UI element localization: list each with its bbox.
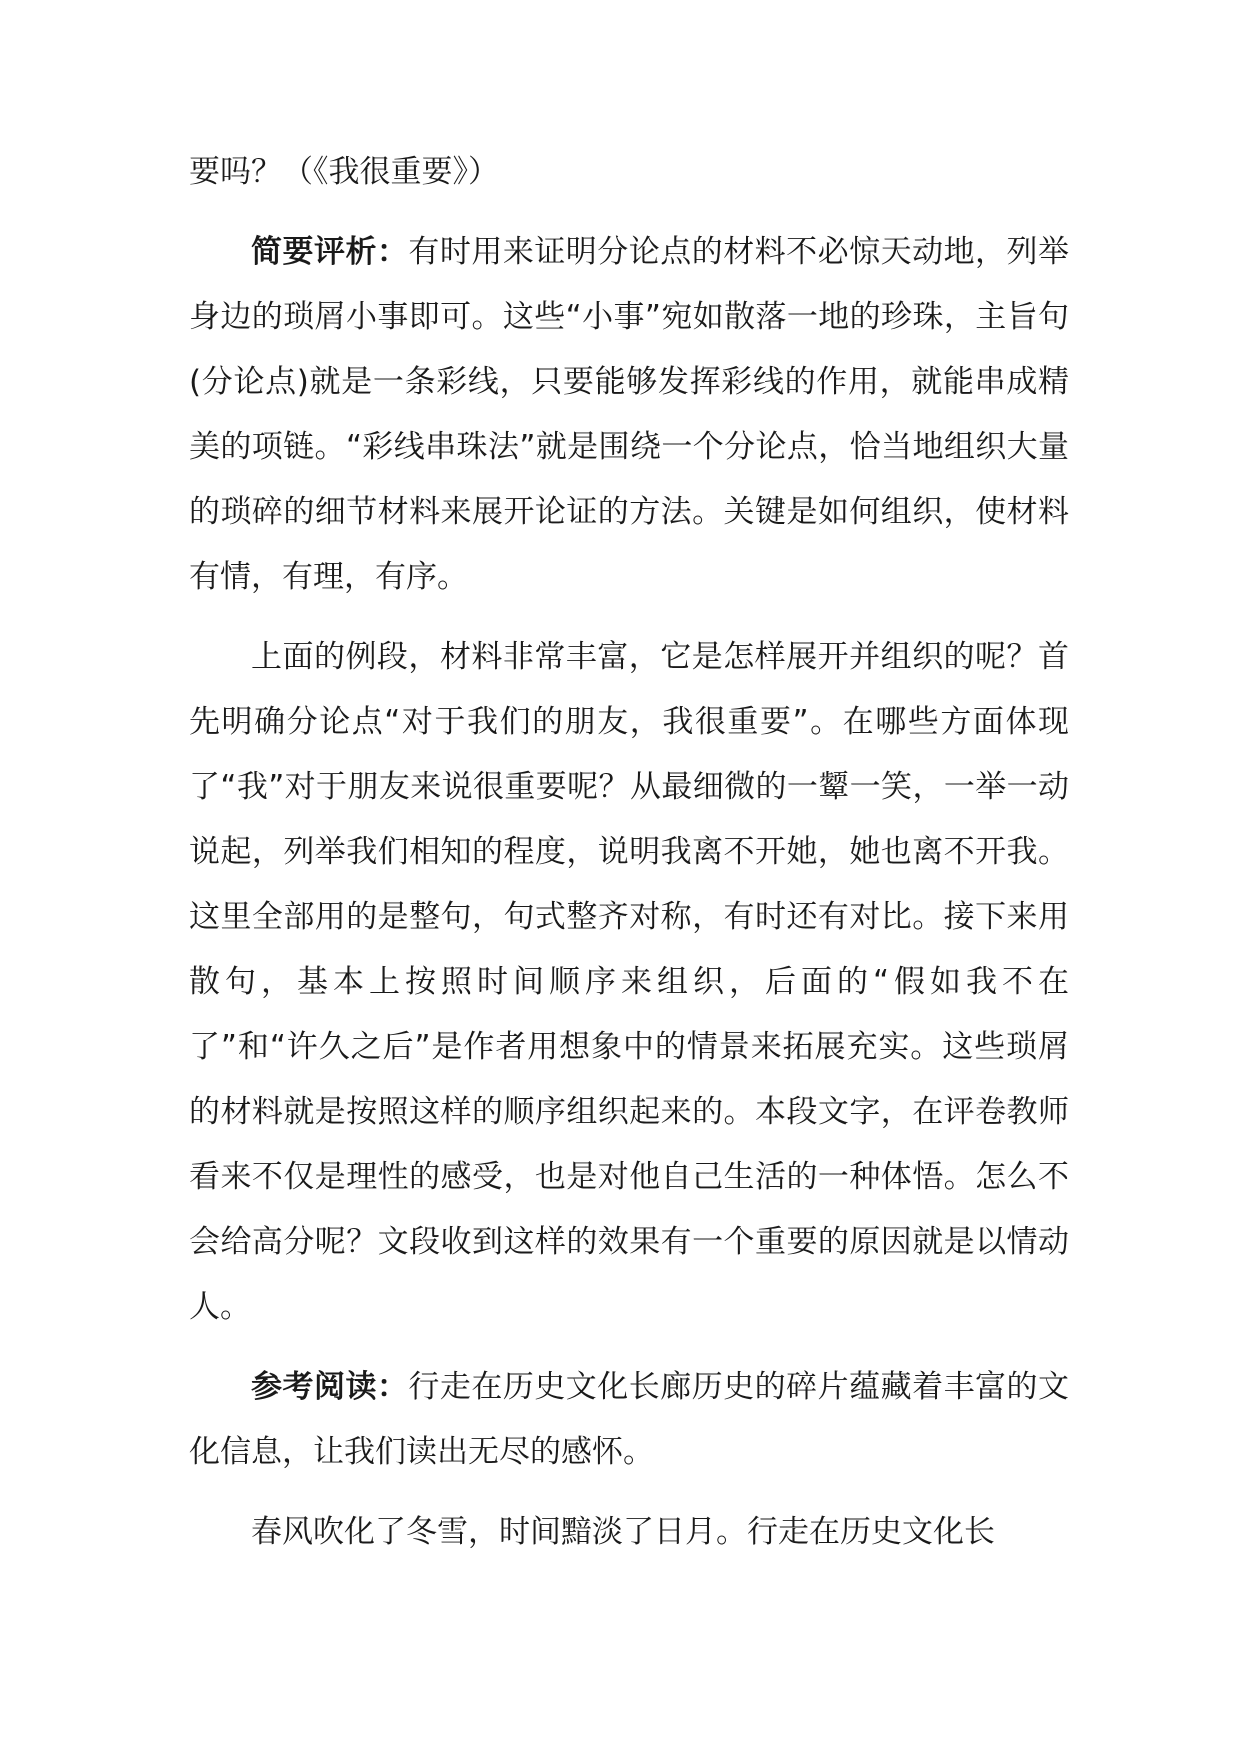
paragraph-lead: 参考阅读：	[251, 1369, 409, 1405]
paragraph-discussion	[189, 625, 1069, 1340]
document-page	[189, 140, 1069, 1580]
paragraph-text: 上面的例段，材料非常丰富，它是怎样展开并组织的呢？首先明确分论点“对于我们的朋友，我很重要”。在哪些方面体现了“我”对于朋友来说很重要呢？从最细微的一颦一笑，一举一动说起，列举我们相知的程度，说明我离不开她，她也离不开我。这里全部用的是整句，句式整齐对称，有时还有对比。接下来用散句，基本上按照时间顺序来组织，后面的“假如我不在了”和“许久之后”是作者用想象中的情景来拓展充实。这些琐屑的材料就是按照这样的顺序组织起来的。本段文字，在评卷教师看来不仅是理性的感受，也是对他自己生活的一种体悟。怎么不会给高分呢？文段收到这样的效果有一个重要的原因就是以情动人。	[189, 639, 1069, 1325]
paragraph-essay-start	[189, 1500, 1069, 1565]
paragraph-lead: 简要评析：	[251, 234, 409, 270]
paragraph-reference	[189, 1355, 1069, 1485]
paragraph-text: 行走在历史文化长廊历史的碎片蕴藏着丰富的文化信息，让我们读出无尽的感怀。	[189, 1369, 1070, 1470]
paragraph-continuation	[189, 140, 1069, 205]
paragraph-text: 要吗？（《我很重要》）	[189, 154, 499, 190]
paragraph-text: 春风吹化了冬雪，时间黯淡了日月。行走在历史文化长	[251, 1514, 995, 1550]
paragraph-analysis	[189, 220, 1069, 610]
paragraph-text: 有时用来证明分论点的材料不必惊天动地，列举身边的琐屑小事即可。这些“小事”宛如散落一地的珍珠，主旨句(分论点)就是一条彩线，只要能够发挥彩线的作用，就能串成精美的项链。“彩线串珠法”就是围绕一个分论点，恰当地组织大量的琐碎的细节材料来展开论证的方法。关键是如何组织，使材料有情，有理，有序。	[189, 234, 1070, 595]
